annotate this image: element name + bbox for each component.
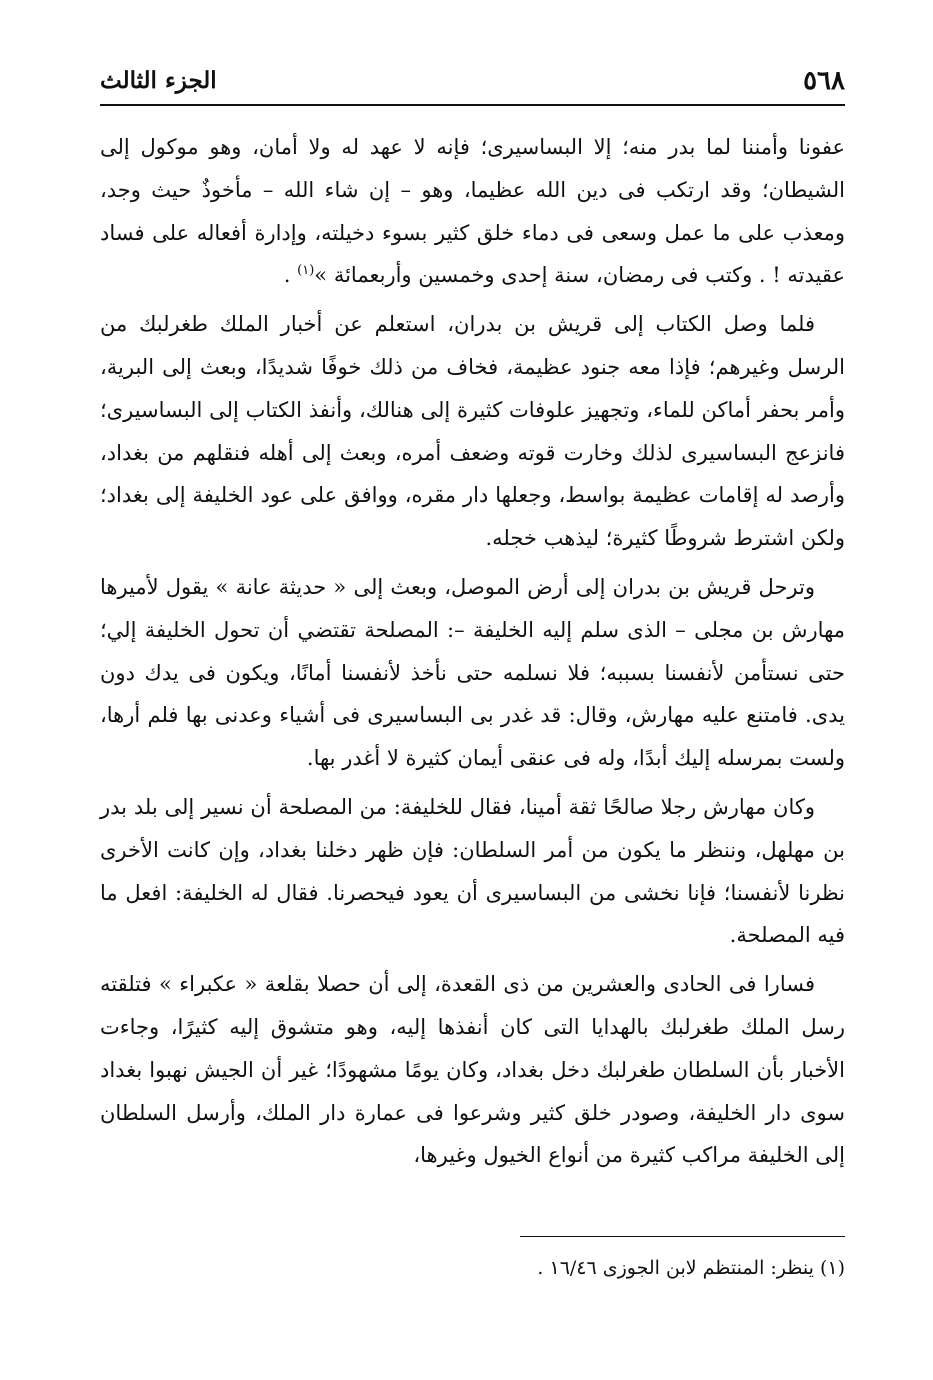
footnote-reference: (١)	[297, 263, 315, 279]
paragraph-5: فسارا فى الحادى والعشرين من ذى القعدة، إلى أن حصلا بقلعة « عكبراء » فتلقته رسل الملك طغرلبك بالهدايا التى كان أنفذها إليه، وهو متشوق إليه كثيرًا، وجاءت الأخبار بأن السلطان طغرلبك دخل بغداد، وكان يومًا مشهودًا؛ غير أن الجيش نهبوا بغداد سوى دار الخليفة، وصودر خلق كثير وشرعوا فى عمارة دار الملك، وأرسل السلطان إلى الخليفة مراكب كثيرة من أنواع الخيول وغيرها،	[100, 972, 845, 1168]
paragraph-4: وكان مهارش رجلا صالحًا ثقة أمينا، فقال للخليفة: من المصلحة أن نسير إلى بلد بدر بن مهلهل، وننظر ما يكون من أمر السلطان: فإن ظهر دخلنا بغداد، وإن كانت الأخرى نظرنا لأنفسنا؛ فإنا نخشى من البساسيرى أن يعود فيحصرنا. فقال له الخليفة: افعل ما فيه المصلحة.	[100, 794, 845, 948]
footnote-rule	[520, 1236, 845, 1237]
paragraph-1-text: عفونا وأمننا لما بدر منه؛ إلا البساسيرى؛ فإنه لا عهد له ولا أمان، وهو موكول إلى الشيطان؛ وقد ارتكب فى دين الله عظيما، وهو – إن شاء الله – مأخوذٌ حيث وجد، ومعذب على ما عمل وسعى فى دماء خلق كثير بسوء دخيلته، وإدارة أفعاله على فساد عقيدته ! . وكتب فى رمضان، سنة إحدى وخمسين وأربعمائة »	[100, 135, 845, 288]
running-title: الجزء الثالث	[100, 67, 217, 94]
body-text	[100, 126, 845, 1183]
paragraph-3: وترحل قريش بن بدران إلى أرض الموصل، وبعث إلى « حديثة عانة » يقول لأميرها مهارش بن مجلى – الذى سلم إليه الخليفة –: المصلحة تقتضي أن تحول الخليفة إلي؛ حتى نستأمن لأنفسنا بسببه؛ فلا نسلمه حتى نأخذ لأنفسنا أمانًا، ويكون فى يدك دون يدى. فامتنع عليه مهارش، وقال: قد غدر بى البساسيرى فى أشياء وعدنى بها فلم أرها، ولست بمرسله إليك أبدًا، وله فى عنقى أيمان كثيرة لا أغدر بها.	[100, 574, 845, 771]
footnote: (١) ينظر: المنتظم لابن الجوزى ١٦/٤٦ .	[537, 1257, 845, 1279]
paragraph-1	[100, 126, 845, 297]
paragraph-2: فلما وصل الكتاب إلى قريش بن بدران، استعلم عن أخبار الملك طغرلبك من الرسل وغيرهم؛ فإذا معه جنود عظيمة، فخاف من ذلك خوفًا شديدًا، وبعث إلى البرية، وأمر بحفر أماكن للماء، وتجهيز علوفات كثيرة إلى هنالك، وأنفذ الكتاب إلى البساسيرى؛ فانزعج البساسيرى لذلك وخارت قوته وضعف أمره، وبعث إلى أهله فنقلهم من بغداد، وأرصد له إقامات عظيمة بواسط، وجعلها دار مقره، ووافق على عود الخليفة إلى بغداد؛ ولكن اشترط شروطًا كثيرة؛ ليذهب خجله.	[100, 312, 845, 551]
page-header	[100, 60, 845, 104]
header-rule	[100, 104, 845, 106]
page-number: ٥٦٨	[803, 66, 845, 96]
paragraph-1-end: .	[283, 263, 298, 288]
